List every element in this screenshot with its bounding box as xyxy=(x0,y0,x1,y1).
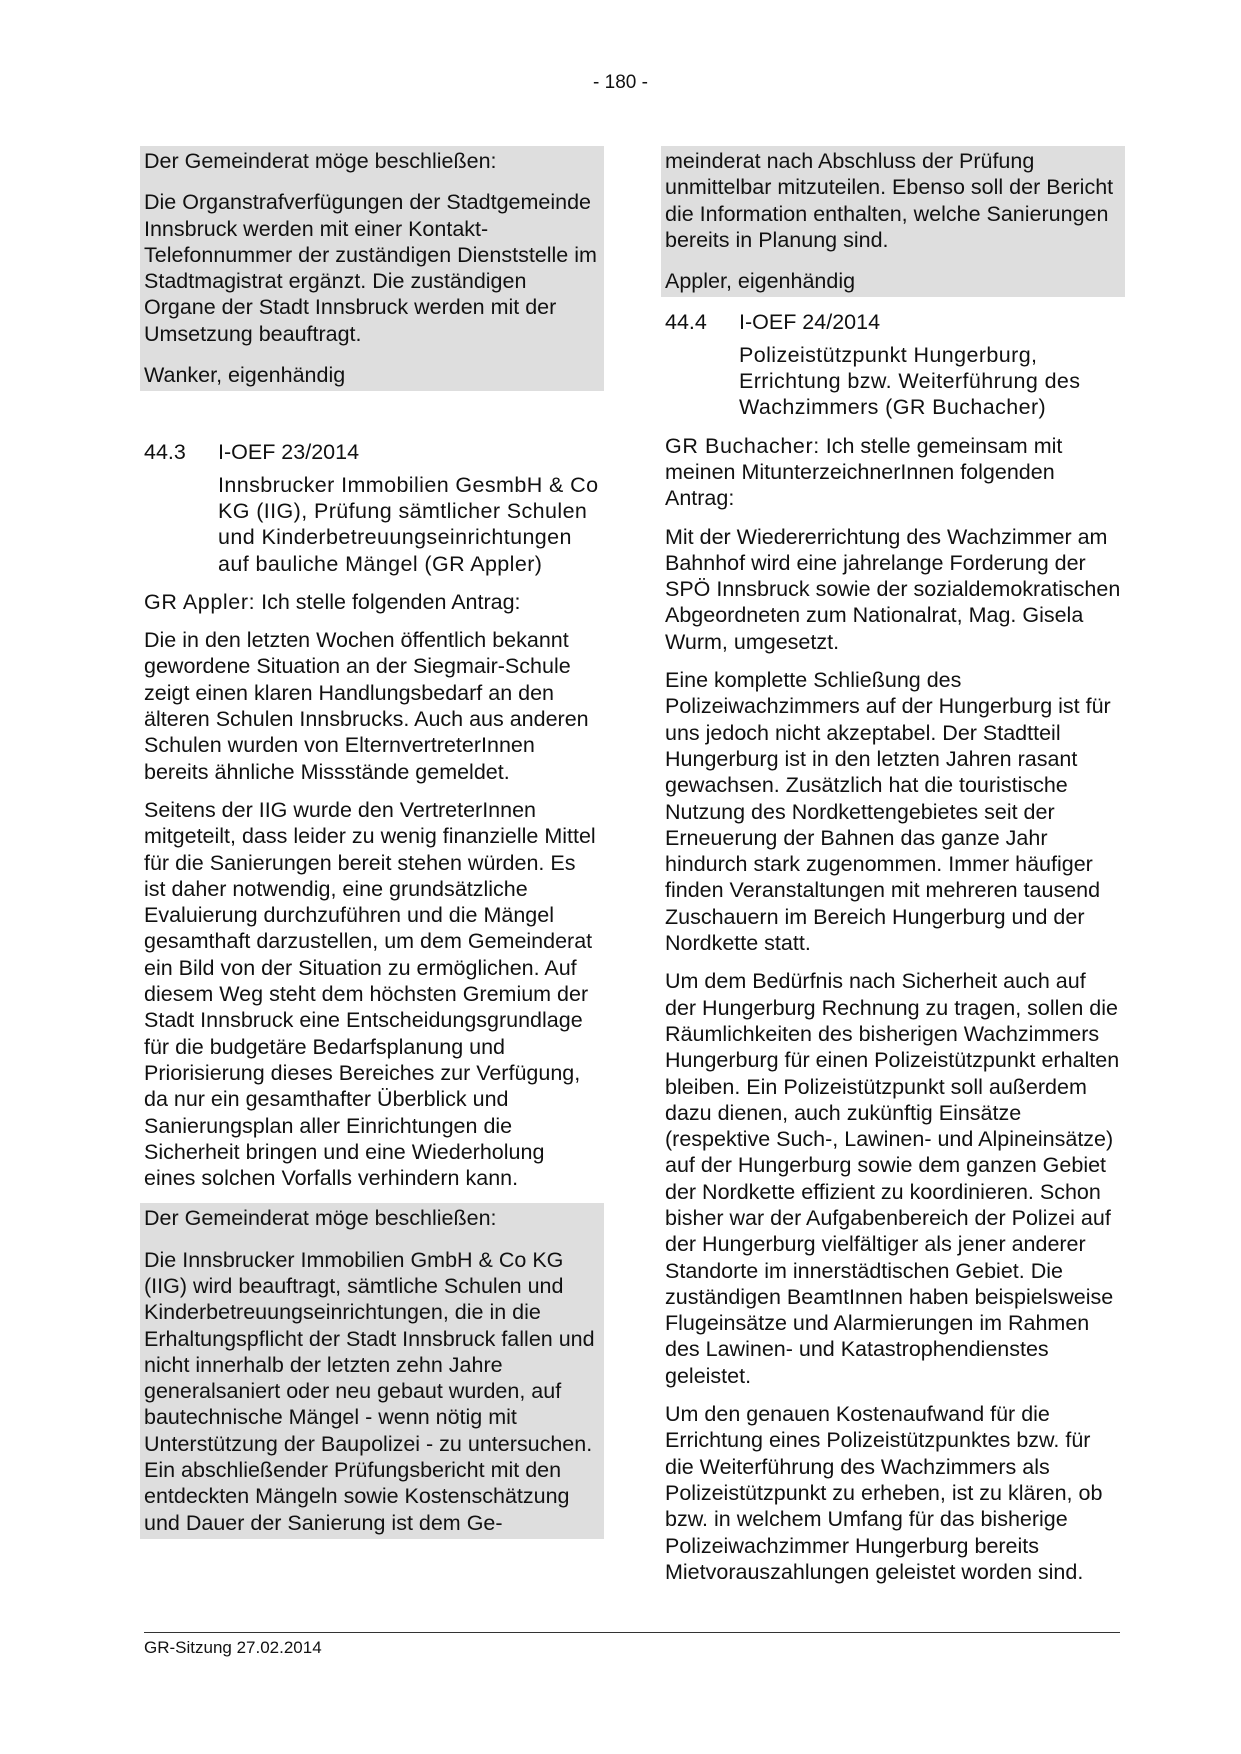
motion-label: Der Gemeinderat möge beschließen: xyxy=(140,1203,604,1234)
footer-session-date: GR-Sitzung 27.02.2014 xyxy=(144,1638,322,1657)
paragraph: Die in den letzten Wochen öffentlich bekannt gewordene Situation an der Siegmair-Schule zeigt einen klaren Handlungsbedarf an den älteren Schulen Innsbrucks. Auch aus anderen Schulen wurden von ElternvertreterInnen bereits ähnliche Missstände gemeldet. xyxy=(144,628,589,784)
footer-divider xyxy=(144,1632,1120,1633)
paragraph: Um dem Bedürfnis nach Sicherheit auch auf der Hungerburg Rechnung zu tragen, sollen die Räumlichkeiten des bisherigen Wachzimmers Hungerburg für einen Polizeistützpunkt erhalten bleiben. Ein Polizeistützpunkt soll außerdem dazu dienen, auch zukünftig Einsätze (respektive Such-, Lawinen- und Alpineinsätze) auf der Hungerburg sowie dem ganzen Gebiet der Nordkette effizient zu koordinieren. Schon bisher war der Aufgabenbereich der Polizei auf der Hungerburg vielfältiger als jener anderer Standorte im innerstädtischen Gebiet. Die zuständigen BeamtInnen haben beispielsweise Flugeinsätze und Alarmierungen im Rahmen des Lawinen- und Katastrophendienstes geleistet. xyxy=(665,969,1120,1388)
agenda-item-code: I-OEF 24/2014 xyxy=(739,310,881,335)
motion-label: Der Gemeinderat möge beschließen: xyxy=(140,146,604,177)
agenda-item-subject: Innsbrucker Immobilien GesmbH & Co KG (IIG), Prüfung sämtlicher Schulen und Kinderbetreuungseinrichtungen auf bauliche Mängel (GR Appler) xyxy=(218,472,599,576)
speaker-line xyxy=(144,589,600,615)
left-column xyxy=(144,146,600,1551)
page-number: - 180 - xyxy=(593,72,648,93)
motion-signature: Appler, eigenhändig xyxy=(661,256,1125,297)
motion-text: Die Organstrafverfügungen der Stadtgemeinde Innsbruck werden mit einer Kontakt-Telefonnummer der zuständigen Dienststelle im Stadtmagistrat ergänzt. Die zuständigen Organe der Stadt Innsbruck werden mit der Umsetzung beauftragt. xyxy=(140,177,604,350)
speaker-text: Ich stelle folgenden Antrag: xyxy=(255,589,521,614)
right-column xyxy=(665,146,1121,1597)
motion-signature: Wanker, eigenhändig xyxy=(140,350,604,391)
paragraph: Mit der Wiedererrichtung des Wachzimmer am Bahnhof wird eine jahrelange Forderung der SPÖ Innsbruck sowie der sozialdemokratischen Abgeordneten zum Nationalrat, Mag. Gisela Wurm, umgesetzt. xyxy=(665,524,1121,654)
agenda-item-heading xyxy=(665,309,1121,335)
agenda-item-number: 44.3 xyxy=(144,440,186,465)
speaker-name: GR Buchacher: xyxy=(665,433,820,458)
agenda-item-subject: Polizeistützpunkt Hungerburg, Errichtung bzw. Weiterführung des Wachzimmers (GR Buchacher) xyxy=(739,342,1081,420)
agenda-item-code: I-OEF 23/2014 xyxy=(218,440,360,465)
speaker-name: GR Appler: xyxy=(144,589,256,614)
paragraph: Seitens der IIG wurde den VertreterInnen mitgeteilt, dass leider zu wenig finanzielle Mittel für die Sanierungen bereit stehen würden. Es ist daher notwendig, eine grundsätzliche Evaluierung durchzuführen und die Mängel gesamthaft darzustellen, um dem Gemeinderat ein Bild von der Situation zu ermöglichen. Auf diesem Weg steht dem höchsten Gremium der Stadt Innsbruck eine Entscheidungsgrundlage für die budgetäre Bedarfsplanung und Priorisierung dieses Bereiches zur Verfügung, da nur ein gesamthafter Überblick und Sanierungsplan aller Einrichtungen die Sicherheit bringen und eine Wiederholung eines solchen Vorfalls verhindern kann. xyxy=(144,797,596,1191)
motion-text: Die Innsbrucker Immobilien GmbH & Co KG (IIG) wird beauftragt, sämtliche Schulen und Kinderbetreuungseinrichtungen, die in die Erhaltungspflicht der Stadt Innsbruck fallen und nicht innerhalb der letzten zehn Jahre generalsaniert oder neu gebaut wurden, auf bautechnische Mängel - wenn nötig mit Unterstützung der Baupolizei - zu untersuchen. Ein abschließender Prüfungsbericht mit den entdeckten Mängeln sowie Kostenschätzung und Dauer der Sanierung ist dem Ge- xyxy=(140,1235,604,1539)
agenda-item-heading xyxy=(144,439,600,465)
paragraph: Um den genauen Kostenaufwand für die Errichtung eines Polizeistützpunktes bzw. für die Weiterführung des Wachzimmers als Polizeistützpunkt zu erheben, ist zu klären, ob bzw. in welchem Umfang für das bisherige Polizeiwachzimmer Hungerburg bereits Mietvorauszahlungen geleistet worden sind. xyxy=(665,1402,1103,1584)
motion-text: meinderat nach Abschluss der Prüfung unmittelbar mitzuteilen. Ebenso soll der Bericht die Information enthalten, welche Sanierungen bereits in Planung sind. xyxy=(661,146,1125,256)
paragraph: Eine komplette Schließung des Polizeiwachzimmers auf der Hungerburg ist für uns jedoch nicht akzeptabel. Der Stadtteil Hungerburg ist in den letzten Jahren rasant gewachsen. Zusätzlich hat die touristische Nutzung des Nordkettengebietes seit der Erneuerung der Bahnen das ganze Jahr hindurch stark zugenommen. Immer häufiger finden Veranstaltungen mit mehreren tausend Zuschauern im Bereich Hungerburg und der Nordkette statt. xyxy=(665,668,1111,956)
speaker-line xyxy=(665,433,1121,512)
agenda-item-number: 44.4 xyxy=(665,310,707,335)
speaker-text: Ich stelle gemeinsam mit meinen MitunterzeichnerInnen folgenden Antrag: xyxy=(665,433,1063,511)
